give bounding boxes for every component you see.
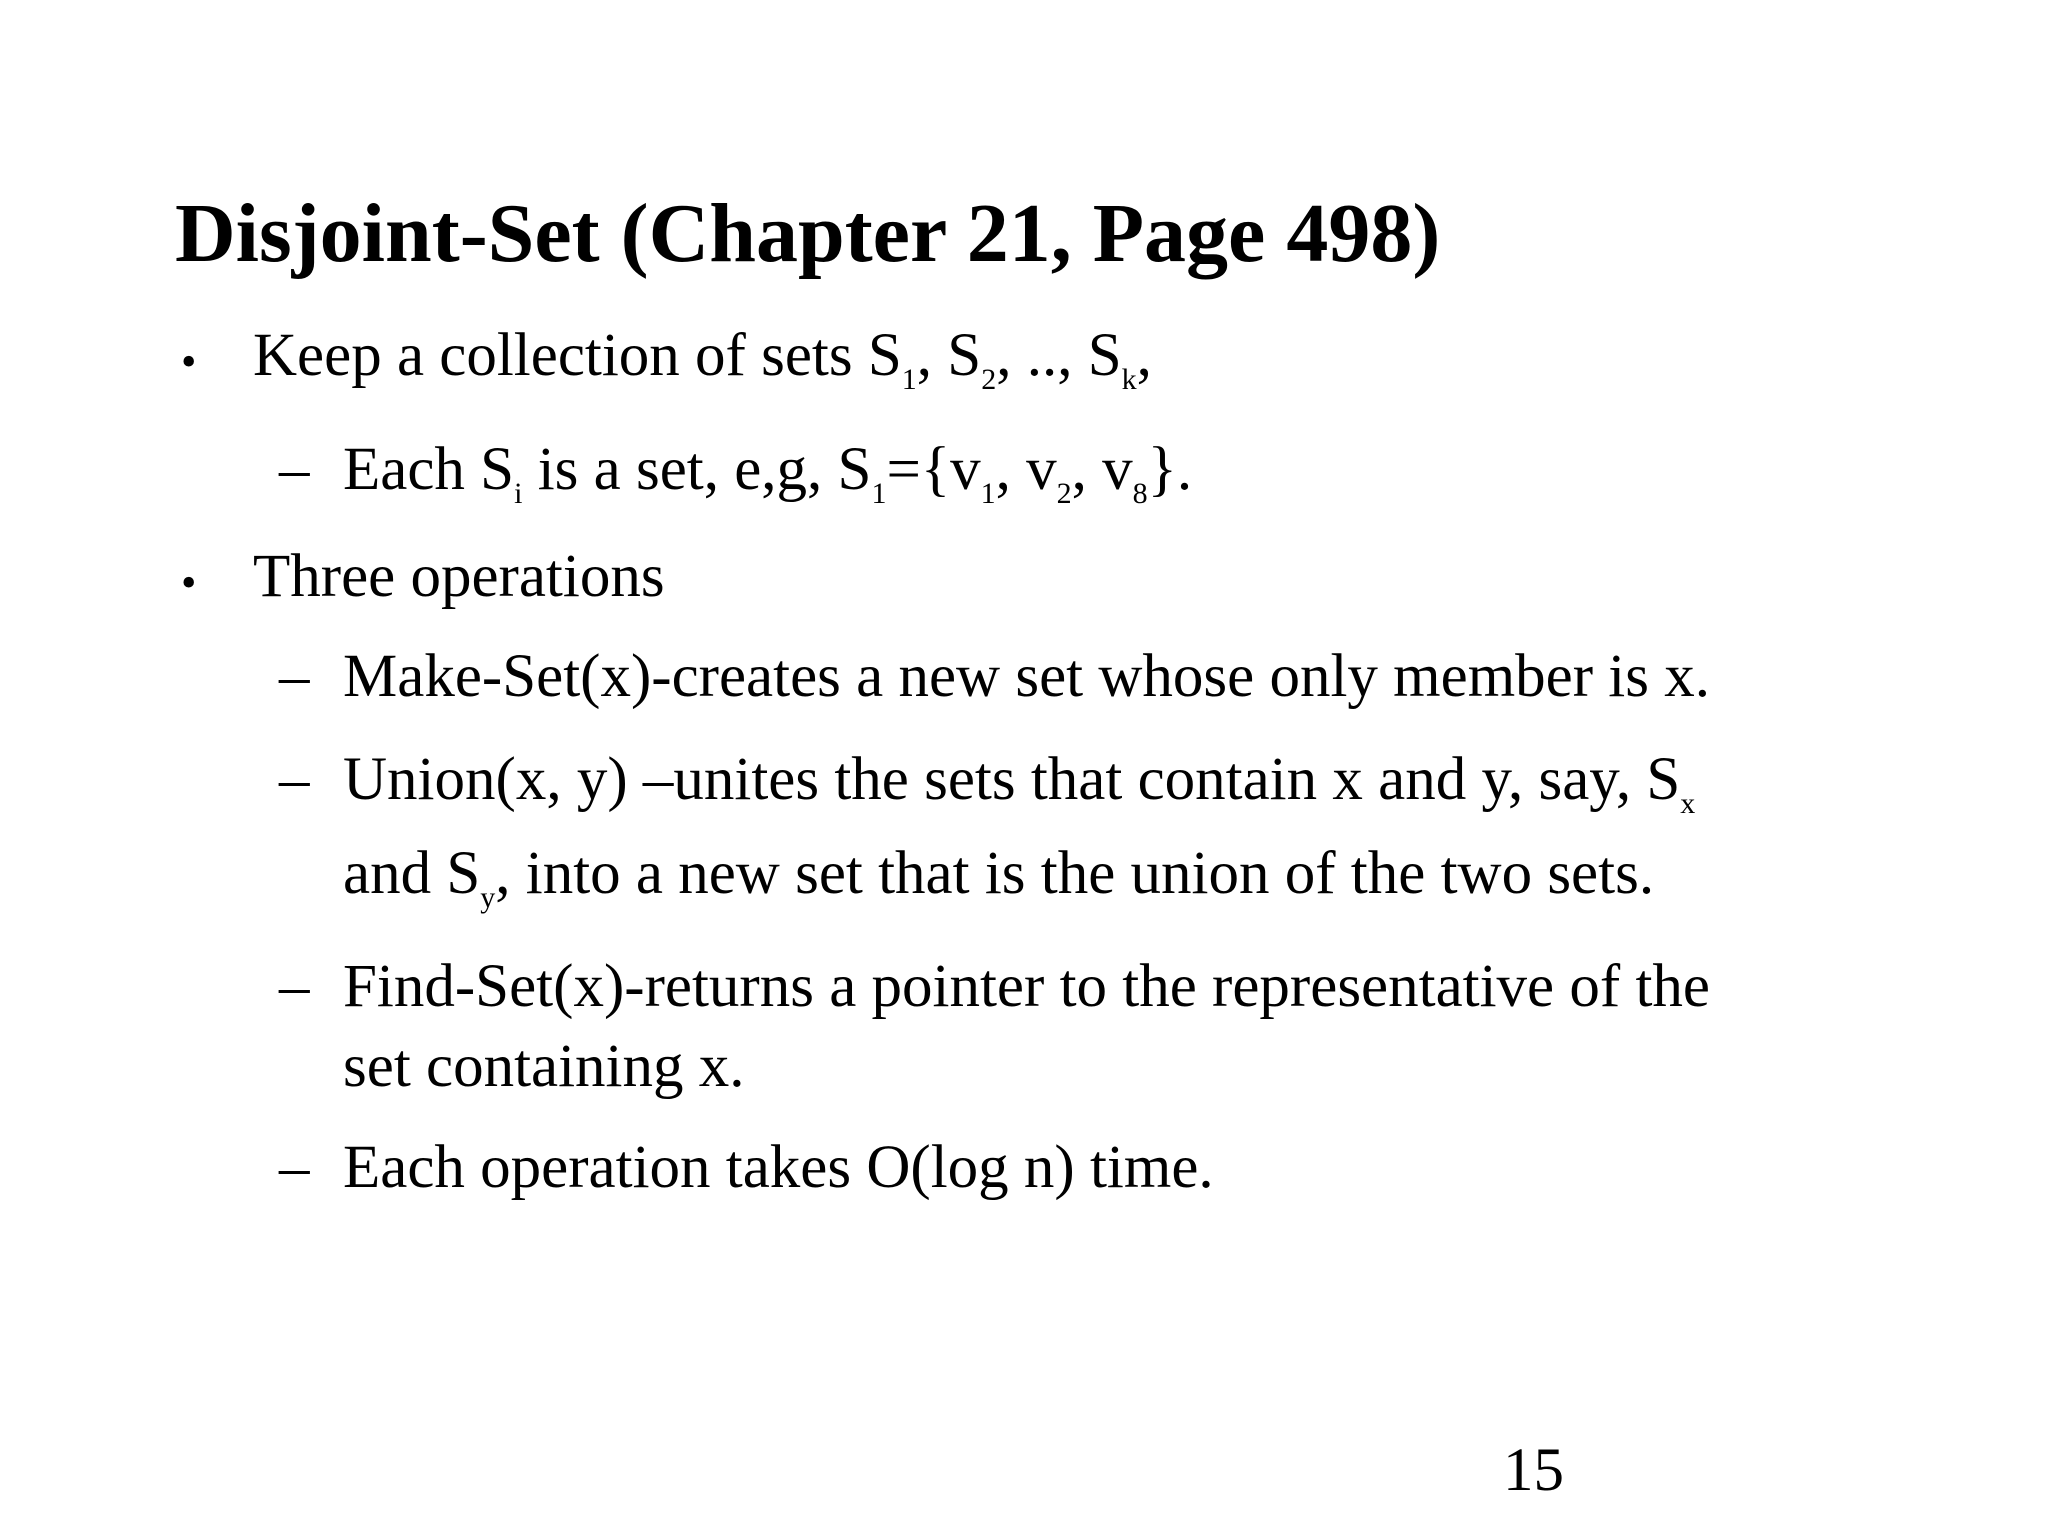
sub-item-make-set-text: Make-Set(x)-creates a new set whose only member is x. xyxy=(343,643,1710,710)
slide-title: Disjoint-Set (Chapter 21, Page 498) xyxy=(175,187,1441,280)
dash-icon: – xyxy=(279,1134,310,1201)
sub-item-union-text-line-1: Union(x, y) –unites the sets that contain x and y, say, $S_x$ xyxy=(343,746,1696,820)
dash-icon: – xyxy=(279,746,310,813)
bullet-2-text: Three operations xyxy=(253,543,665,610)
dash-icon: – xyxy=(279,436,310,503)
bullet-icon: • xyxy=(181,558,197,607)
sub-item-union-text-line-2: and $S_y$, into a new set that is the union of the two sets. xyxy=(343,840,1655,914)
sub-item-find-set-text-line-1: Find-Set(x)-returns a pointer to the representative of the xyxy=(343,953,1710,1020)
sub-item-find-set-text-line-2: set containing x. xyxy=(343,1033,745,1100)
dash-icon: – xyxy=(279,643,310,710)
page-number: 15 xyxy=(1503,1437,1564,1504)
bullet-1-text: Keep a collection of sets $S_1$, $S_2$, .., $S_k$, xyxy=(253,322,1152,396)
dash-icon: – xyxy=(279,953,310,1020)
sub-item-complexity-text: Each operation takes O(log n) time. xyxy=(343,1134,1214,1201)
bullet-icon: • xyxy=(181,337,197,386)
sub-item-each-set-text: Each $S_i$ is a set, e,g, $S_1=\{v_1$, $v_2$, $v_8$}. xyxy=(343,436,1193,510)
